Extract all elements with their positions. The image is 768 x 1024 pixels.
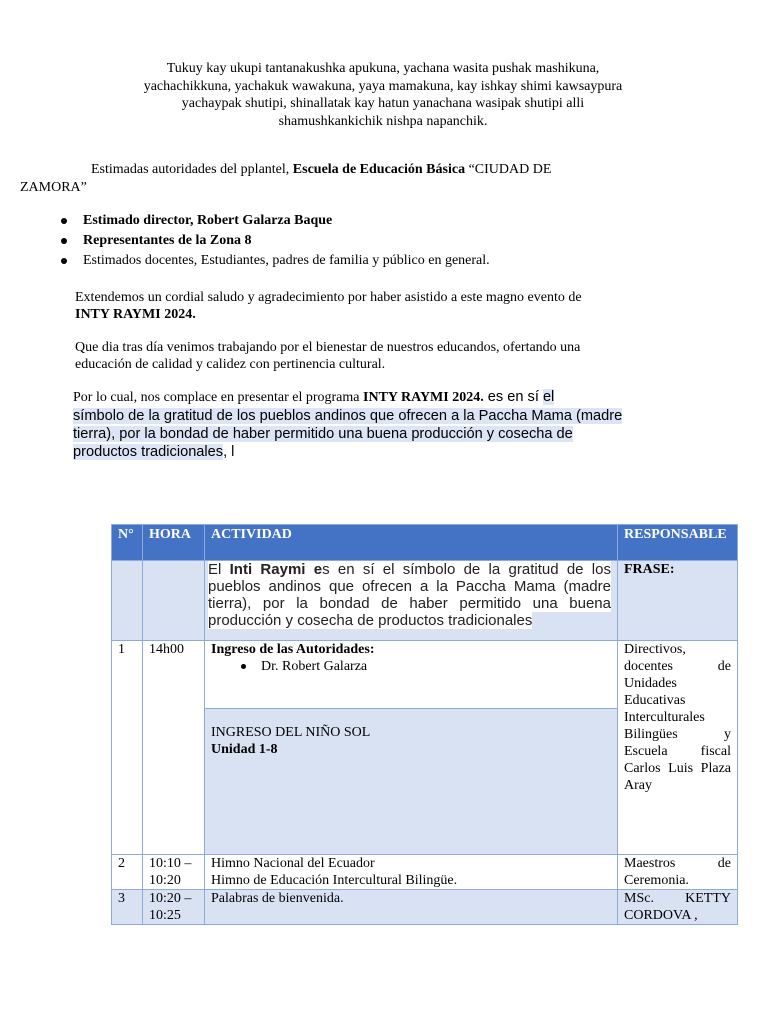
work-line: educación de calidad y calidez con pertinencia cultural. <box>75 356 386 372</box>
work-line: Que dia tras día venimos trabajando por el bienestar de nuestros educandos, ofertando una <box>75 340 581 355</box>
table-row <box>112 641 738 709</box>
header-responsable: RESPONSABLE <box>618 525 738 561</box>
frase-bold: Inti Raymi e <box>229 561 323 578</box>
cell-no: 2 <box>112 855 143 890</box>
welcome-paragraph <box>75 290 675 323</box>
greeting-suffix: “CIUDAD DE <box>465 162 552 177</box>
cell-hora <box>143 561 205 641</box>
program-highlight: el <box>542 389 555 405</box>
frase-pre: El <box>208 561 230 578</box>
cell-hora: 14h00 <box>143 641 205 855</box>
intro-line: shamushkankichik nishpa napanchik. <box>278 113 488 129</box>
frase-label: FRASE: <box>618 561 738 641</box>
program-event: INTY RAYMI 2024. <box>363 390 484 405</box>
greeting-line-2: ZAMORA” <box>20 180 87 195</box>
program-line <box>73 407 693 425</box>
activity-bullet-text: Dr. Robert Galarza <box>261 659 368 674</box>
guest-text: Estimados docentes, Estudiantes, padres de familia y público en general. <box>83 253 490 268</box>
bullet-icon <box>241 664 246 669</box>
cell-actividad <box>205 890 618 925</box>
school-name: Escuela de Educación Básica <box>292 162 466 177</box>
greeting-line <box>20 161 620 179</box>
cell-responsable: MSc. KETTY CORDOVA , <box>618 890 738 925</box>
program-paragraph <box>73 388 693 461</box>
activity-bullet <box>211 658 611 675</box>
cell-actividad <box>205 641 618 709</box>
guest-text: Representantes de la Zona 8 <box>83 233 252 248</box>
table-row <box>112 890 738 925</box>
cell-hora: 10:10 – 10:20 <box>143 855 205 890</box>
program-highlight: tierra), por la bondad de haber permitido una buena producción y cosecha de <box>73 426 573 442</box>
activity-line: Himno de Educación Intercultural Bilingüe. <box>211 873 458 888</box>
frase-rest: s en sí el símbolo de la gratitud de los pueblos andinos que ofrecen a la Paccha Mama (madre tierra), por la bondad de haber permitido una buena producción y cosecha de productos tradicionales <box>208 561 611 629</box>
cell-no: 3 <box>112 890 143 925</box>
header-no: N° <box>112 525 143 561</box>
activity-sub: Unidad 1-8 <box>211 742 278 757</box>
cell-responsable: Directivos, docentes de Unidades Educativas Interculturales Bilingües y Escuela fiscal Carlos Luis Plaza Aray <box>618 641 738 855</box>
program-line <box>73 425 693 443</box>
intro-line: yachaypak shutipi, shinallatak kay hatun yanachana wasipak shutipi alli <box>181 96 585 111</box>
header-hora: HORA <box>143 525 205 561</box>
intro-line: yachachikkuna, yachakuk wawakuna, yaya mamakuna, kay ishkay shimi kawsaypura <box>143 78 623 94</box>
guest-text: Estimado director, Robert Galarza Baque <box>83 213 333 228</box>
program-highlight: símbolo de la gratitud de los pueblos andinos que ofrecen a la Paccha Mama (madre <box>73 408 623 424</box>
frase-description <box>205 561 618 641</box>
table-row <box>112 855 738 890</box>
program-highlight: productos tradicionales <box>73 444 224 460</box>
welcome-event: INTY RAYMI 2024. <box>75 306 196 322</box>
schedule-table <box>111 524 738 925</box>
program-tail: , l <box>223 444 235 460</box>
bullet-icon <box>61 238 67 244</box>
cell-actividad <box>205 855 618 890</box>
activity-title: INGRESO DEL NIÑO SOL <box>211 725 371 740</box>
intro-paragraph <box>100 60 666 130</box>
greeting-paragraph <box>20 161 620 197</box>
program-line <box>73 388 693 407</box>
program-mid: es en sí <box>483 389 543 405</box>
cell-actividad <box>205 709 618 855</box>
program-line <box>73 443 693 461</box>
activity-line: Himno Nacional del Ecuador <box>211 856 375 871</box>
activity-title: Ingreso de las Autoridades: <box>211 642 375 657</box>
table-header-row <box>112 525 738 561</box>
activity-line: Palabras de bienvenida. <box>211 891 344 906</box>
greeting-prefix: Estimadas autoridades del pplantel, <box>91 162 293 177</box>
program-prefix: Por lo cual, nos complace en presentar el programa <box>73 390 364 405</box>
welcome-line: Extendemos un cordial saludo y agradecimiento por haber asistido a este magno evento de <box>75 290 582 305</box>
cell-no: 1 <box>112 641 143 855</box>
cell-hora: 10:20 – 10:25 <box>143 890 205 925</box>
work-paragraph <box>75 340 675 373</box>
cell-responsable: Maestros de Ceremonia. <box>618 855 738 890</box>
cell-no <box>112 561 143 641</box>
intro-line: Tukuy kay ukupi tantanakushka apukuna, yachana wasita pushak mashikuna, <box>166 61 600 76</box>
bullet-icon <box>61 218 67 224</box>
bullet-icon <box>61 258 67 264</box>
header-actividad: ACTIVIDAD <box>205 525 618 561</box>
table-row-frase <box>112 561 738 641</box>
